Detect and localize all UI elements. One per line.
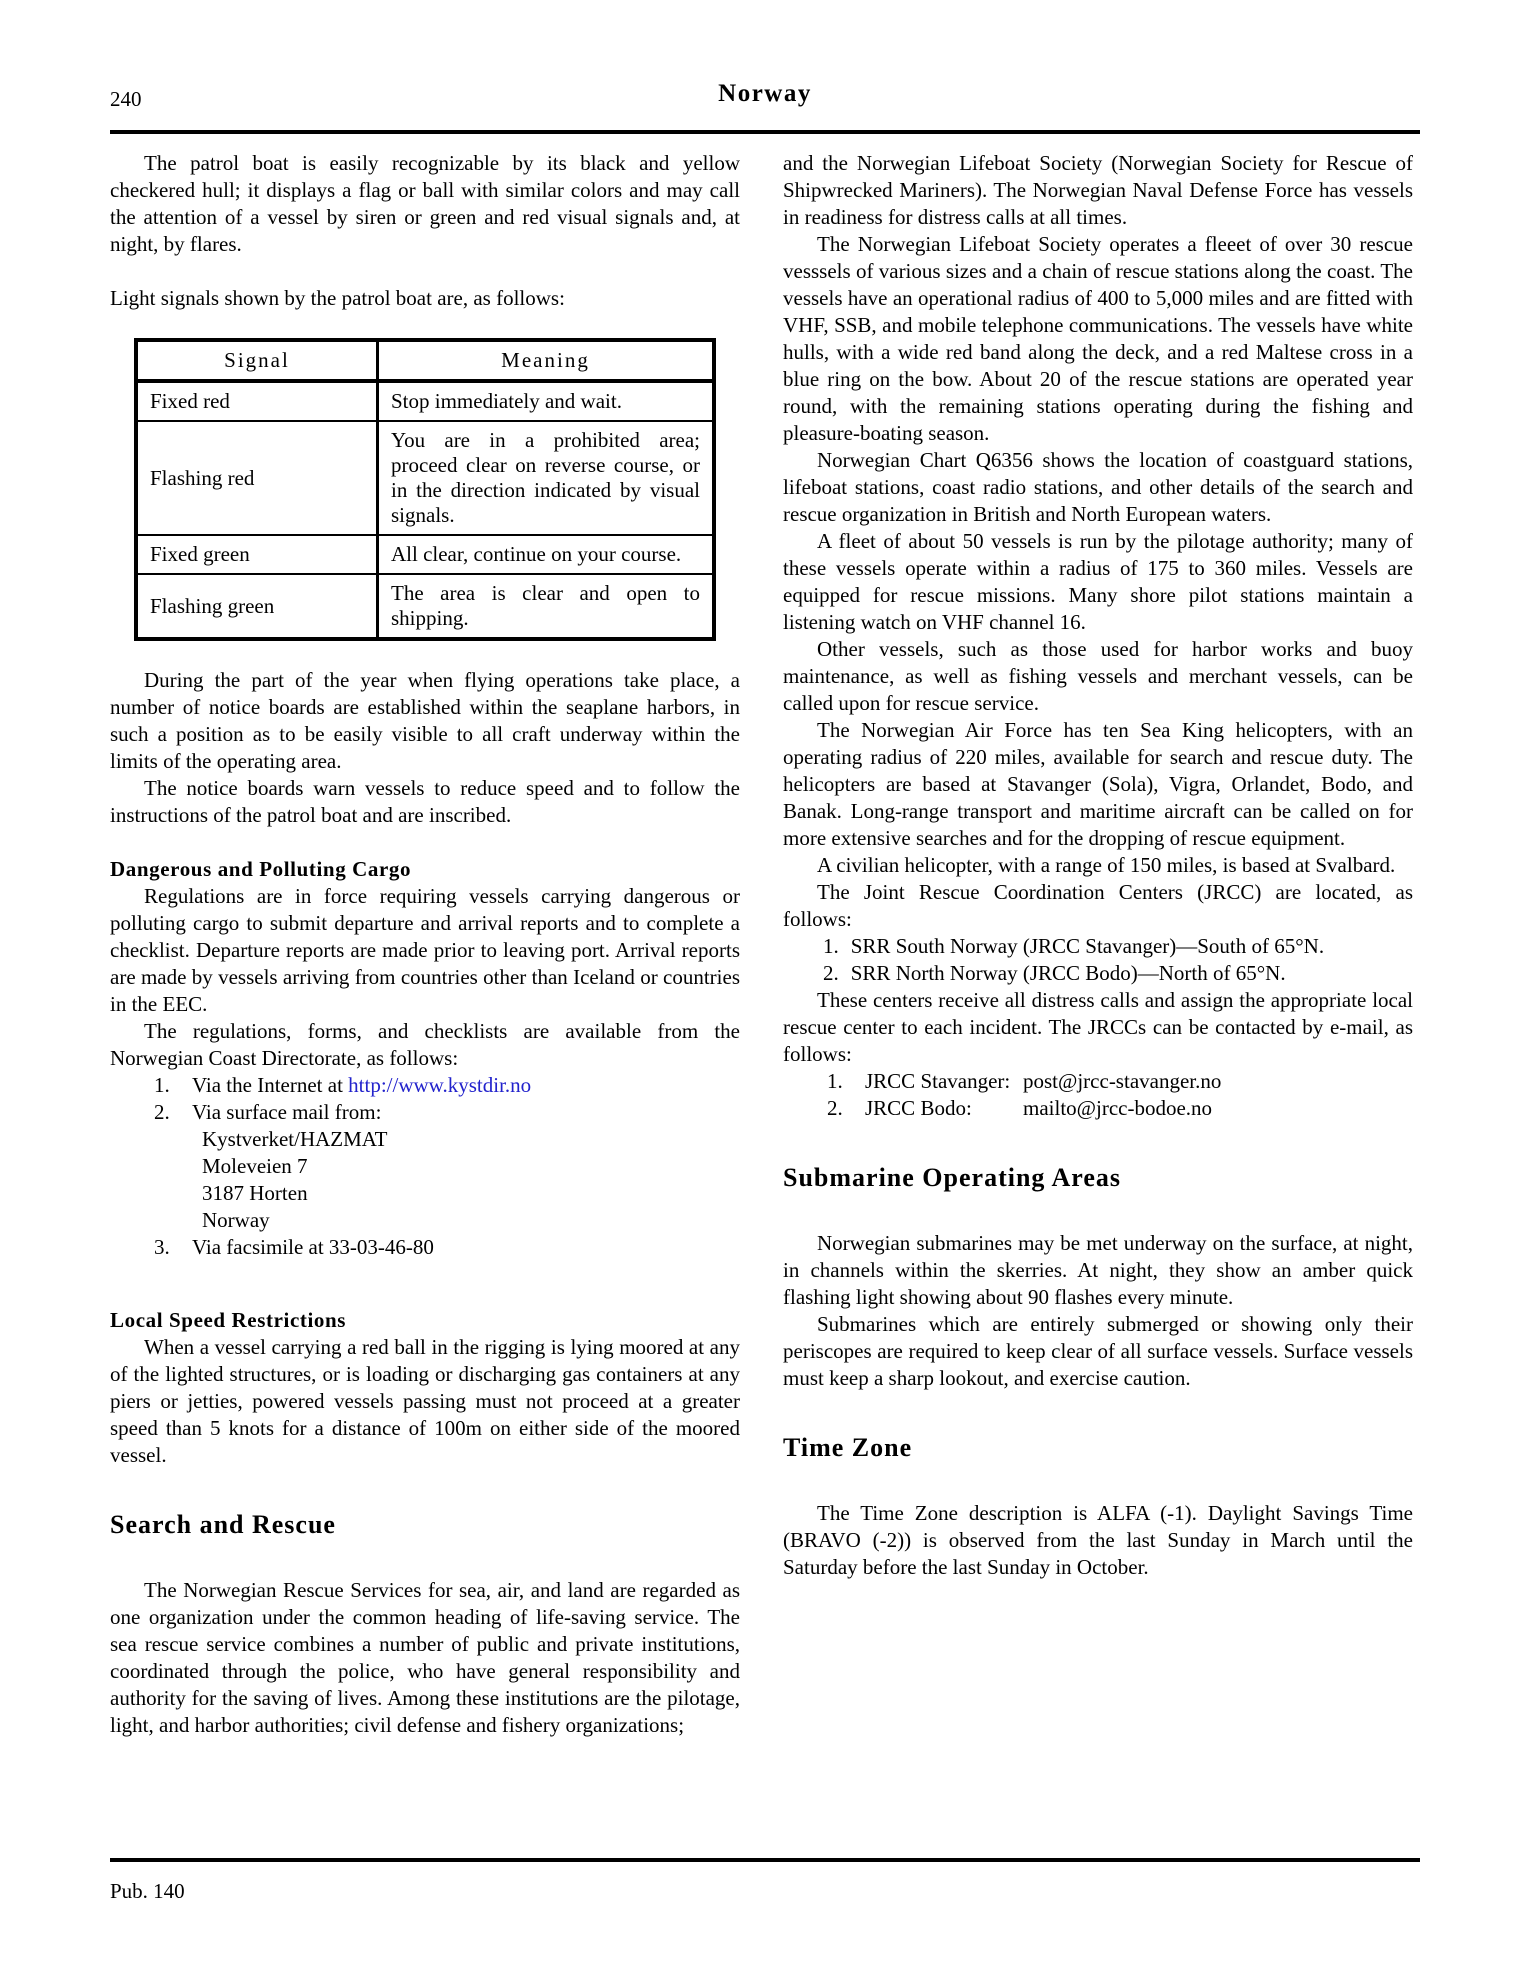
paragraph-air-force: The Norwegian Air Force has ten Sea King helicopters, with an operating radius of 220 miles, available for search and rescue duty. The helicopters are based at Stavanger (Sola), Vigra, Orlandet, Bodo, and Banak. Long-range transport and maritime aircraft can be called on for more extensive searches and for the dropping of rescue equipment. [783, 718, 1413, 850]
list-item-text: Via surface mail from: [192, 1100, 382, 1124]
paragraph-regulations-available: The regulations, forms, and checklists are available from the Norwegian Coast Directorate, as follows: [110, 1019, 740, 1070]
paragraph-rescue-services: The Norwegian Rescue Services for sea, air, and land are regarded as one organization under the common heading of life-saving service. The sea rescue service combines a number of public and private institutions, coordinated through the police, who have general responsibility and authority for the saving of lives. Among these institutions are the pilotage, light, and harbor authorities; civil defense and fishery organizations; [110, 1578, 740, 1737]
list-item-surface-mail [110, 1099, 740, 1126]
paragraph-regulations: Regulations are in force requiring vessels carrying dangerous or polluting cargo to submit departure and arrival reports and to complete a checklist. Departure reports are made prior to leaving port. Arrival reports are made by vessels arriving from countries other than Iceland or countries in the EEC. [110, 884, 740, 1016]
paragraph-light-signals: Light signals shown by the patrol boat are, as follows: [110, 286, 565, 310]
paragraph-other-vessels: Other vessels, such as those used for harbor works and buoy maintenance, as well as fishing vessels and merchant vessels, can be called upon for rescue service. [783, 637, 1413, 715]
list-item-facsimile [110, 1234, 740, 1261]
jrcc-email-list [783, 1068, 1413, 1122]
footer-rule [110, 1858, 1420, 1862]
meaning-cell: All clear, continue on your course. [378, 535, 715, 574]
list-item-text: SRR South Norway (JRCC Stavanger)—South of 65°N. [850, 934, 1325, 958]
header-rule [110, 130, 1420, 134]
address-line: 3187 Horten [202, 1181, 308, 1205]
list-number: 1. [827, 1069, 843, 1093]
paragraph-submarines-submerged: Submarines which are entirely submerged or showing only their periscopes are required to keep clear of all surface vessels. Surface vessels must keep a sharp lookout, and exercise caution. [783, 1312, 1413, 1390]
meaning-cell: The area is clear and open to shipping. [378, 574, 715, 639]
signal-column-header: Signal [136, 340, 378, 381]
paragraph-chart: Norwegian Chart Q6356 shows the location of coastguard stations, lifeboat stations, coast radio stations, and other details of the search and rescue organization in British and North European waters. [783, 448, 1413, 526]
table-row [136, 421, 714, 535]
address-line: Kystverket/HAZMAT [202, 1127, 388, 1151]
table-row [136, 535, 714, 574]
paragraph-jrcc-located: The Joint Rescue Coordination Centers (JRCC) are located, as follows: [783, 880, 1413, 931]
list-number: 3. [154, 1235, 170, 1259]
srr-list [783, 933, 1413, 987]
jrcc-label: JRCC Bodo: [865, 1096, 972, 1120]
section-heading-submarine-areas: Submarine Operating Areas [783, 1163, 1121, 1192]
signal-cell: Flashing green [136, 574, 378, 639]
table-row [136, 574, 714, 639]
page-title: Norway [718, 80, 812, 107]
list-number: 1. [823, 934, 839, 958]
list-item-internet [110, 1072, 740, 1099]
paragraph-submarines-surface: Norwegian submarines may be met underway on the surface, at night, in channels within the skerries. At night, they show an amber quick flashing light showing about 90 flashes every minute. [783, 1231, 1413, 1309]
section-heading-time-zone: Time Zone [783, 1433, 913, 1462]
paragraph-patrol-boat: The patrol boat is easily recognizable by its black and yellow checkered hull; it displays a flag or ball with similar colors and may call the attention of a vessel by siren or green and red visual signals and, at night, by flares. [110, 151, 740, 256]
table-header-row [136, 340, 714, 381]
paragraph-notice-boards-2: The notice boards warn vessels to reduce speed and to follow the instructions of the patrol boat and are inscribed. [110, 776, 740, 827]
meaning-column-header: Meaning [378, 340, 715, 381]
subheading-dangerous-cargo: Dangerous and Polluting Cargo [110, 857, 412, 881]
address-line: Norway [202, 1208, 270, 1232]
list-item-jrcc-bodo [783, 1095, 1413, 1122]
paragraph-lifeboat-society: and the Norwegian Lifeboat Society (Norwegian Society for Rescue of Shipwrecked Mariners). The Norwegian Naval Defense Force has vessels in readiness for distress calls at all times. [783, 151, 1413, 229]
paragraph-lifeboat-fleet: The Norwegian Lifeboat Society operates a fleeet of over 30 rescue vesssels of various sizes and a chain of rescue stations along the coast. The vessels have an operational radius of 400 to 5,000 miles and are fitted with VHF, SSB, and mobile telephone communications. The vessels have white hulls, with a wide red band along the deck, and a red Maltese cross in a blue ring on the bow. About 20 of the rescue stations are operated year round, with the remaining stations operating during the fishing and pleasure-boating season. [783, 232, 1413, 445]
left-column [110, 150, 740, 1739]
signal-cell: Flashing red [136, 421, 378, 535]
list-number: 2. [823, 961, 839, 985]
kystdir-link[interactable]: http://www.kystdir.no [348, 1073, 532, 1097]
jrcc-label: JRCC Stavanger: [865, 1069, 1011, 1093]
subheading-local-speed: Local Speed Restrictions [110, 1308, 347, 1332]
paragraph-local-speed: When a vessel carrying a red ball in the rigging is lying moored at any of the lighted structures, or is loading or discharging gas containers at any piers or jetties, powered vessels passing must not proceed at a greater speed than 5 knots for a distance of 100m on either side of the moored vessel. [110, 1335, 740, 1467]
paragraph-civilian-helicopter: A civilian helicopter, with a range of 150 miles, is based at Svalbard. [817, 853, 1396, 877]
page-number: 240 [110, 87, 142, 111]
list-number: 2. [827, 1096, 843, 1120]
light-signals-table [134, 338, 716, 641]
list-item-text: Via facsimile at 33-03-46-80 [192, 1235, 434, 1259]
paragraph-notice-boards-1: During the part of the year when flying operations take place, a number of notice boards are established within the seaplane harbors, in such a position as to be easily visible to all craft underway within the limits of the operating area. [110, 668, 740, 773]
right-column [783, 150, 1413, 1581]
table-row [136, 381, 714, 421]
publication-number: Pub. 140 [110, 1879, 185, 1903]
list-item-text: Via the Internet at [192, 1073, 349, 1097]
list-item-text: SRR North Norway (JRCC Bodo)—North of 65°N. [850, 961, 1286, 985]
paragraph-time-zone: The Time Zone description is ALFA (-1). Daylight Savings Time (BRAVO (-2)) is observed from the last Sunday in March until the Saturday before the last Sunday in October. [783, 1501, 1413, 1579]
section-heading-search-and-rescue: Search and Rescue [110, 1510, 336, 1539]
paragraph-centers-receive: These centers receive all distress calls and assign the appropriate local rescue center to each incident. The JRCCs can be contacted by e-mail, as follows: [783, 988, 1413, 1066]
signal-cell: Fixed red [136, 381, 378, 421]
list-item-srr-south [783, 933, 1413, 960]
meaning-cell: Stop immediately and wait. [378, 381, 715, 421]
address-line: Moleveien 7 [202, 1154, 308, 1178]
jrcc-email: post@jrcc-stavanger.no [1023, 1069, 1222, 1093]
paragraph-pilotage-fleet: A fleet of about 50 vessels is run by the pilotage authority; many of these vessels operate within a radius of 175 to 360 miles. Vessels are equipped for rescue missions. Many shore pilot stations maintain a listening watch on VHF channel 16. [783, 529, 1413, 634]
signal-cell: Fixed green [136, 535, 378, 574]
list-number: 2. [154, 1100, 170, 1124]
list-item-jrcc-stavanger [783, 1068, 1413, 1095]
list-item-srr-north [783, 960, 1413, 987]
meaning-cell: You are in a prohibited area; proceed clear on reverse course, or in the direction indicated by visual signals. [378, 421, 715, 535]
jrcc-email: mailto@jrcc-bodoe.no [1023, 1096, 1213, 1120]
list-number: 1. [154, 1073, 170, 1097]
contact-list [110, 1072, 740, 1261]
